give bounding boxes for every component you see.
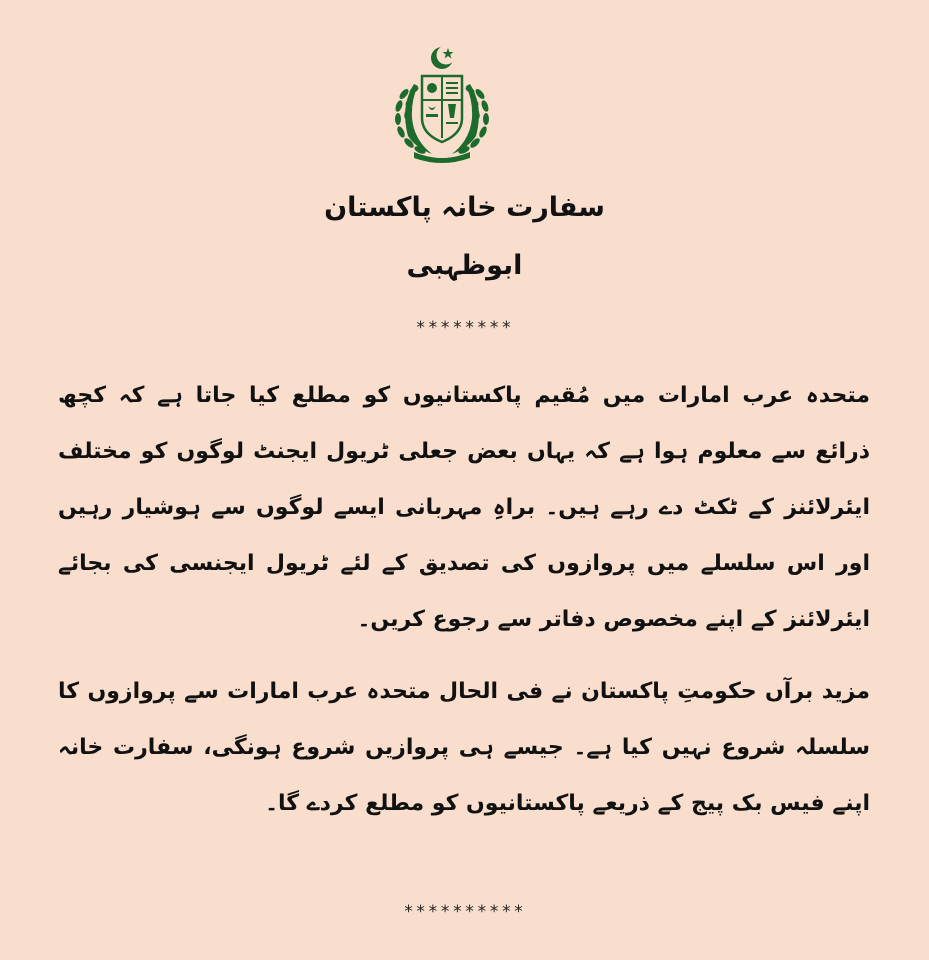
state-emblem-icon <box>384 44 500 164</box>
embassy-title: سفارت خانہ پاکستان <box>324 192 605 223</box>
notice-paragraph-2: مزید برآں حکومتِ پاکستان نے فی الحال متحدہ عرب امارات سے پروازوں کا سلسلہ شروع نہیں کیا ہے۔ جیسے ہی پروازیں شروع ہونگی، سفارت خانہ اپنے فیس بک پیج کے ذریعے پاکستانیوں کو مطلع کردے گا۔ <box>58 679 870 816</box>
separator-bottom: ********** <box>403 902 526 922</box>
embassy-city: ابوظہبی <box>406 250 523 281</box>
separator-top: ******** <box>415 318 514 338</box>
notice-paragraph-1: متحدہ عرب امارات میں مُقیم پاکستانیوں کو مطلع کیا جاتا ہے کہ کچھ ذرائع سے معلوم ہوا ہے کہ یہاں بعض جعلی ٹریول ایجنٹ لوگوں کو مختلف ایئرلائنز کے ٹکٹ دے رہے ہیں۔ براہِ مہربانی ایسے لوگوں سے ہوشیار رہیں اور اس سلسلے میں پروازوں کی تصدیق کے لئے ٹریول ایجنسی کی بجائے ایئرلائنز کے اپنے مخصوص دفاتر سے رجوع کریں۔ <box>58 383 870 632</box>
